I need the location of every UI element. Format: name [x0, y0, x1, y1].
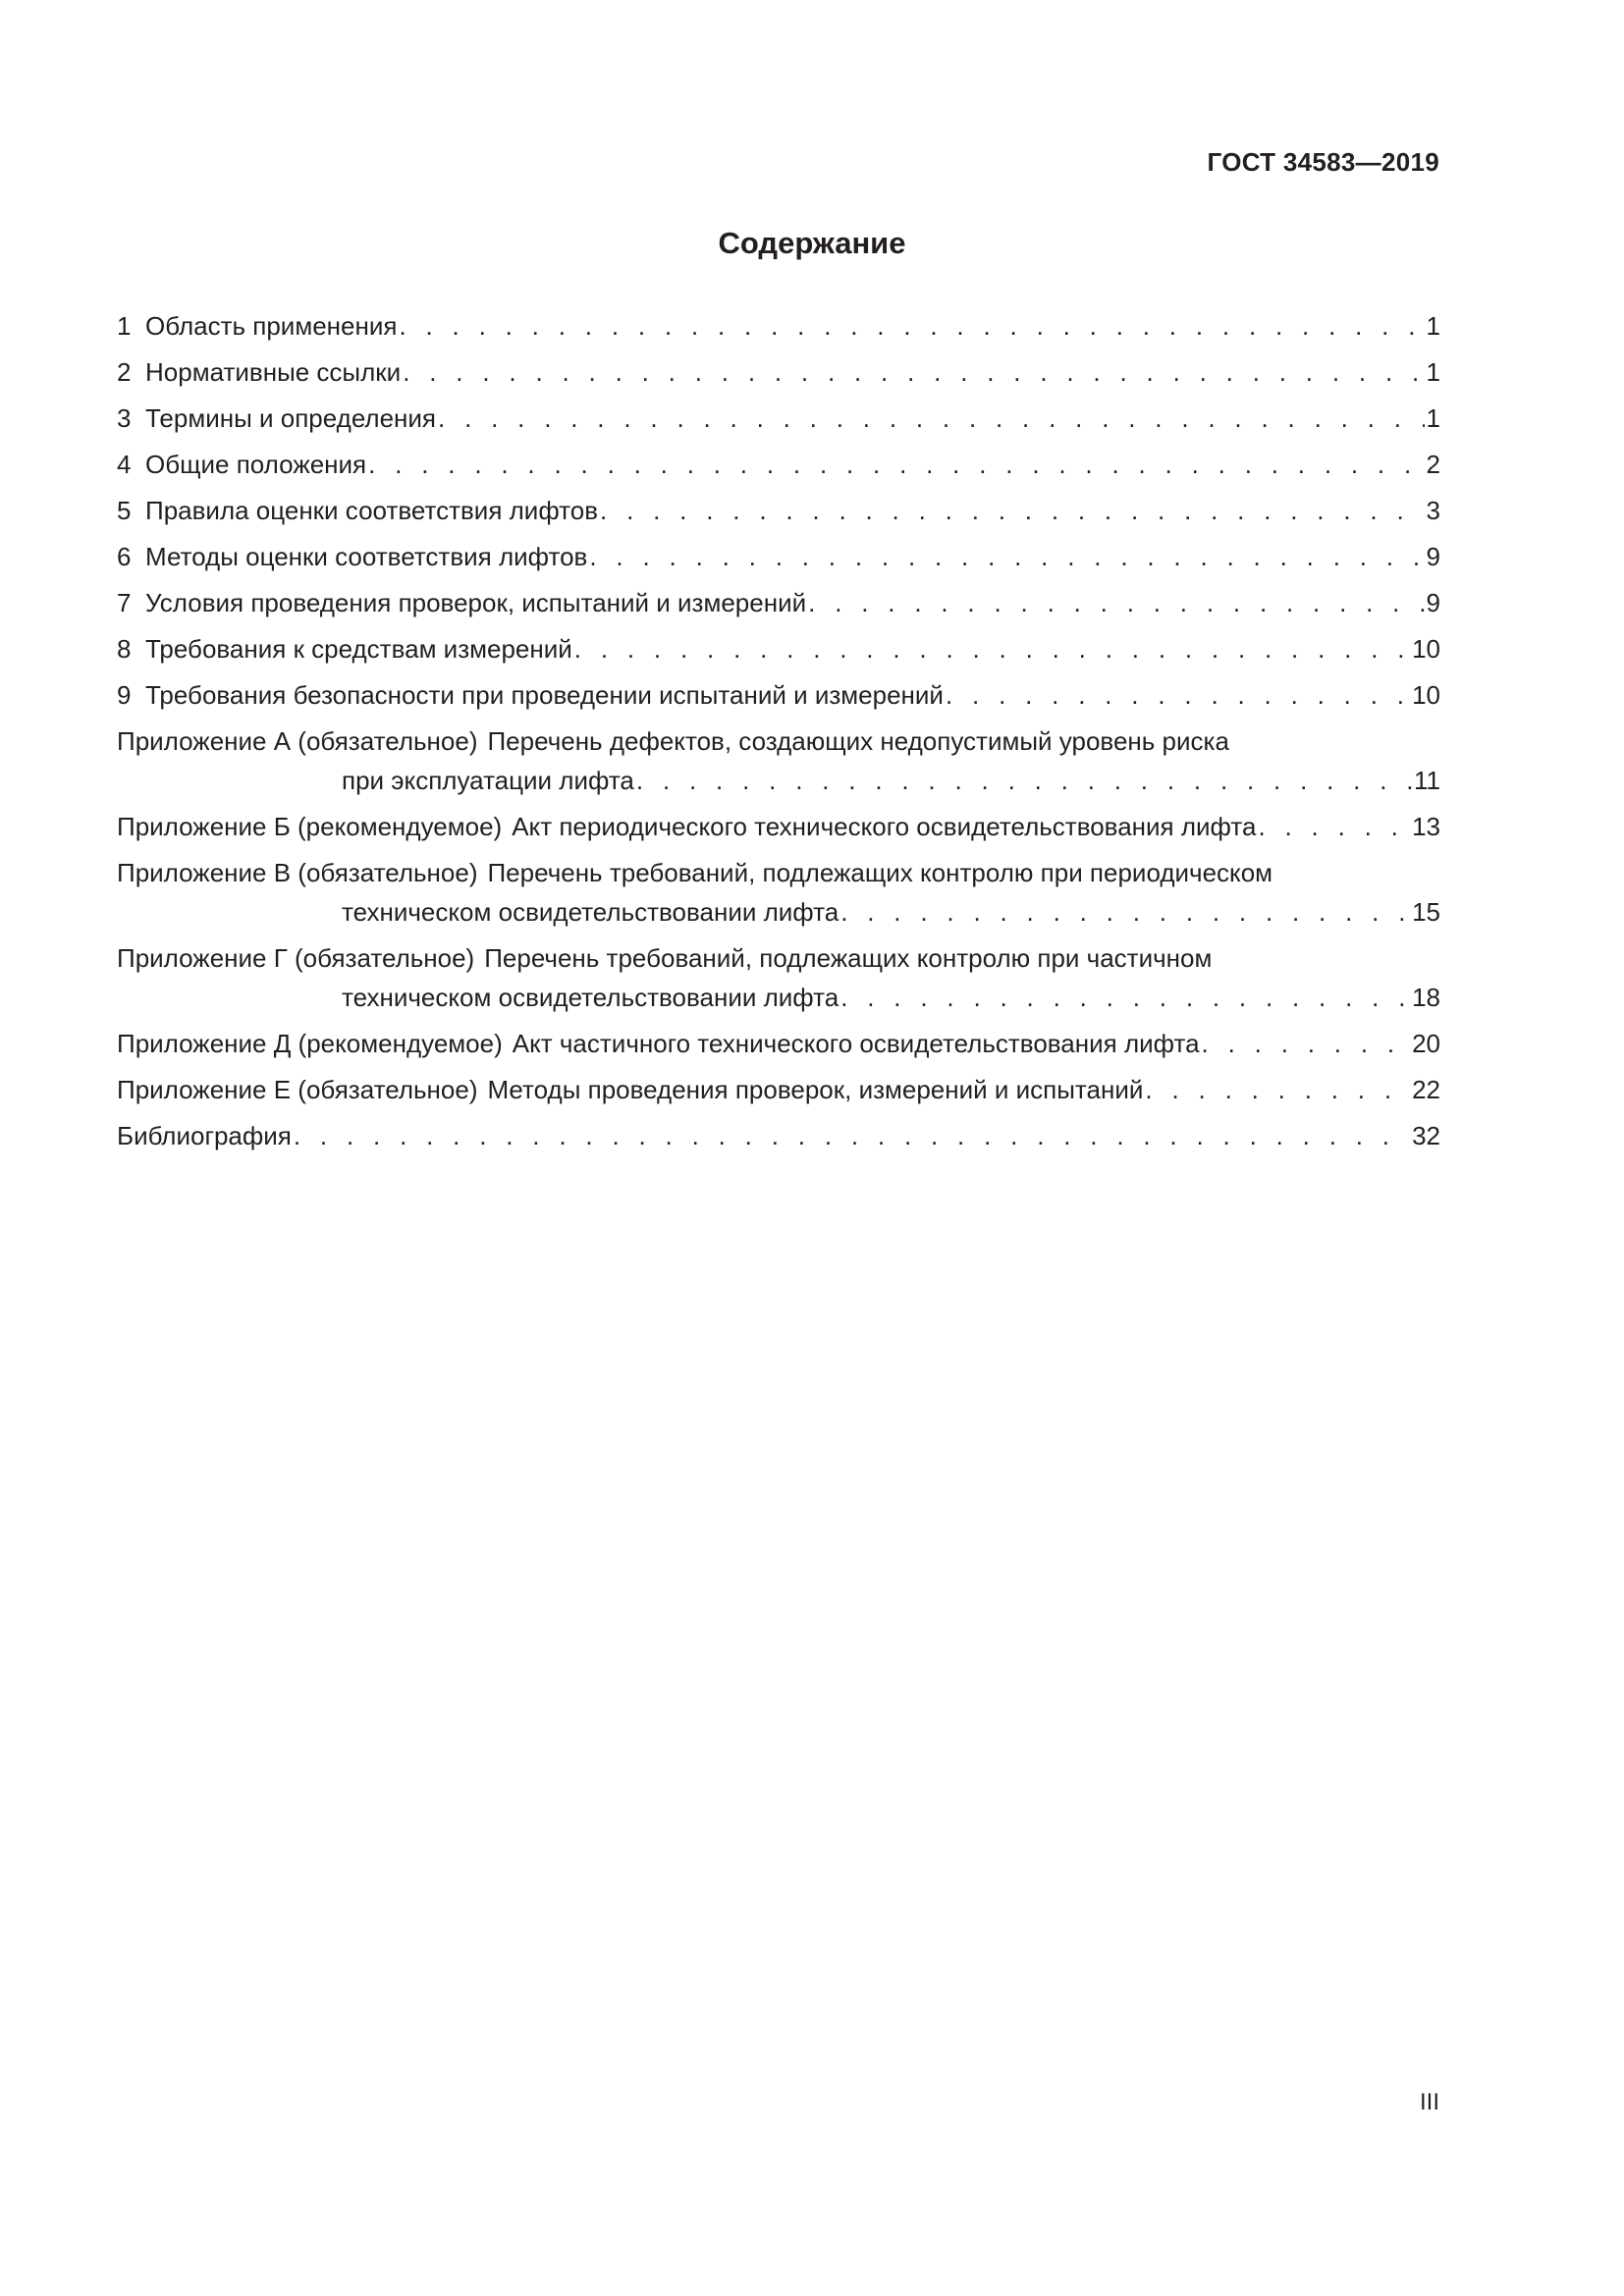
toc-entry-appendix-a[interactable]: [117, 721, 1440, 800]
toc-section-title: Правила оценки соответствия лифтов: [145, 496, 599, 525]
toc-page-number: 22: [1412, 1075, 1440, 1104]
toc-section-number: 5: [117, 496, 132, 525]
toc-section-number: 6: [117, 542, 132, 571]
toc-page-number: 32: [1412, 1121, 1440, 1150]
toc-appendix-prefix: Приложение Г (обязательное): [117, 943, 475, 973]
toc-appendix-title: Акт частичного технического освидетельствования лифта: [512, 1029, 1200, 1058]
toc-section-number: 8: [117, 634, 132, 664]
toc-section-title: Общие положения: [145, 450, 367, 479]
toc-appendix-title-continued: техническом освидетельствовании лифта: [342, 897, 839, 927]
toc-appendix-title: Акт периодического технического освидетельствования лифта: [512, 812, 1257, 841]
toc-appendix-title: Методы проведения проверок, измерений и испытаний: [487, 1075, 1144, 1104]
toc-page-number: 9: [1426, 588, 1440, 617]
toc-entry-appendix-b[interactable]: [117, 807, 1440, 846]
toc-dot-leader: [1145, 1070, 1410, 1109]
toc-page-number: 1: [1426, 357, 1440, 387]
toc-page-number: 11: [1414, 766, 1440, 795]
toc-appendix-title: Перечень требований, подлежащих контролю при периодическом: [487, 858, 1273, 887]
toc-dot-leader: [438, 399, 1425, 438]
toc-page-number: 9: [1426, 542, 1440, 571]
toc-section-title: Требования безопасности при проведении испытаний и измерений: [145, 680, 944, 710]
toc-section-title: Требования к средствам измерений: [145, 634, 572, 664]
toc-section-number: 9: [117, 680, 132, 710]
toc-section-title: Методы оценки соответствия лифтов: [145, 542, 588, 571]
toc-dot-leader: [368, 445, 1424, 484]
toc-page-number: 18: [1412, 983, 1440, 1012]
toc-entry-section-9[interactable]: [117, 675, 1440, 715]
toc-entry-appendix-v[interactable]: [117, 853, 1440, 932]
toc-appendix-prefix: Приложение В (обязательное): [117, 858, 478, 887]
toc-dot-leader: [294, 1116, 1410, 1155]
toc-dot-leader: [574, 629, 1410, 668]
toc-dot-leader: [840, 892, 1410, 932]
document-standard-number: ГОСТ 34583—2019: [1207, 147, 1439, 177]
toc-entry-section-4[interactable]: [117, 445, 1440, 484]
toc-page-number: 10: [1412, 680, 1440, 710]
toc-page-number: 3: [1426, 496, 1440, 525]
toc-dot-leader: [600, 491, 1425, 530]
toc-appendix-title-continued: техническом освидетельствовании лифта: [342, 983, 839, 1012]
toc-dot-leader: [946, 675, 1410, 715]
toc-appendix-title: Перечень требований, подлежащих контролю при частичном: [484, 943, 1213, 973]
toc-entry-section-7[interactable]: [117, 583, 1440, 622]
toc-entry-section-5[interactable]: [117, 491, 1440, 530]
toc-page-number: 10: [1412, 634, 1440, 664]
toc-dot-leader: [636, 761, 1412, 800]
toc-title: Содержание: [718, 226, 906, 260]
table-of-contents: [117, 306, 1440, 1162]
toc-section-title: Условия проведения проверок, испытаний и измерений: [145, 588, 807, 617]
toc-section-number: 4: [117, 450, 132, 479]
toc-dot-leader: [1258, 807, 1410, 846]
toc-appendix-title-continued: при эксплуатации лифта: [342, 766, 634, 795]
toc-page-number: 1: [1426, 311, 1440, 341]
toc-dot-leader: [1202, 1024, 1411, 1063]
toc-page-number: 15: [1412, 897, 1440, 927]
toc-dot-leader: [403, 352, 1424, 392]
toc-dot-leader: [399, 306, 1424, 346]
toc-entry-appendix-d[interactable]: [117, 1024, 1440, 1063]
toc-entry-bibliography[interactable]: [117, 1116, 1440, 1155]
toc-page-number: 20: [1412, 1029, 1440, 1058]
toc-section-title: Термины и определения: [145, 403, 437, 433]
toc-appendix-title: Перечень дефектов, создающих недопустимый уровень риска: [487, 726, 1229, 756]
toc-section-number: 1: [117, 311, 132, 341]
toc-appendix-prefix: Приложение Е (обязательное): [117, 1075, 478, 1104]
toc-section-title: Нормативные ссылки: [145, 357, 402, 387]
toc-entry-section-6[interactable]: [117, 537, 1440, 576]
toc-entry-section-1[interactable]: [117, 306, 1440, 346]
toc-entry-appendix-e[interactable]: [117, 1070, 1440, 1109]
toc-page-number: 2: [1426, 450, 1440, 479]
toc-bibliography-title: Библиография: [117, 1121, 292, 1150]
toc-section-title: Область применения: [145, 311, 398, 341]
toc-section-number: 7: [117, 588, 132, 617]
toc-entry-section-3[interactable]: [117, 399, 1440, 438]
toc-entry-section-8[interactable]: [117, 629, 1440, 668]
toc-dot-leader: [589, 537, 1424, 576]
page-number: III: [1419, 2089, 1439, 2115]
toc-entry-section-2[interactable]: [117, 352, 1440, 392]
toc-dot-leader: [808, 583, 1424, 622]
toc-page-number: 13: [1412, 812, 1440, 841]
toc-entry-appendix-g[interactable]: [117, 938, 1440, 1017]
toc-appendix-prefix: Приложение Д (рекомендуемое): [117, 1029, 503, 1058]
toc-appendix-prefix: Приложение А (обязательное): [117, 726, 478, 756]
toc-section-number: 3: [117, 403, 132, 433]
toc-section-number: 2: [117, 357, 132, 387]
toc-appendix-prefix: Приложение Б (рекомендуемое): [117, 812, 503, 841]
toc-page-number: 1: [1426, 403, 1440, 433]
toc-dot-leader: [840, 978, 1410, 1017]
